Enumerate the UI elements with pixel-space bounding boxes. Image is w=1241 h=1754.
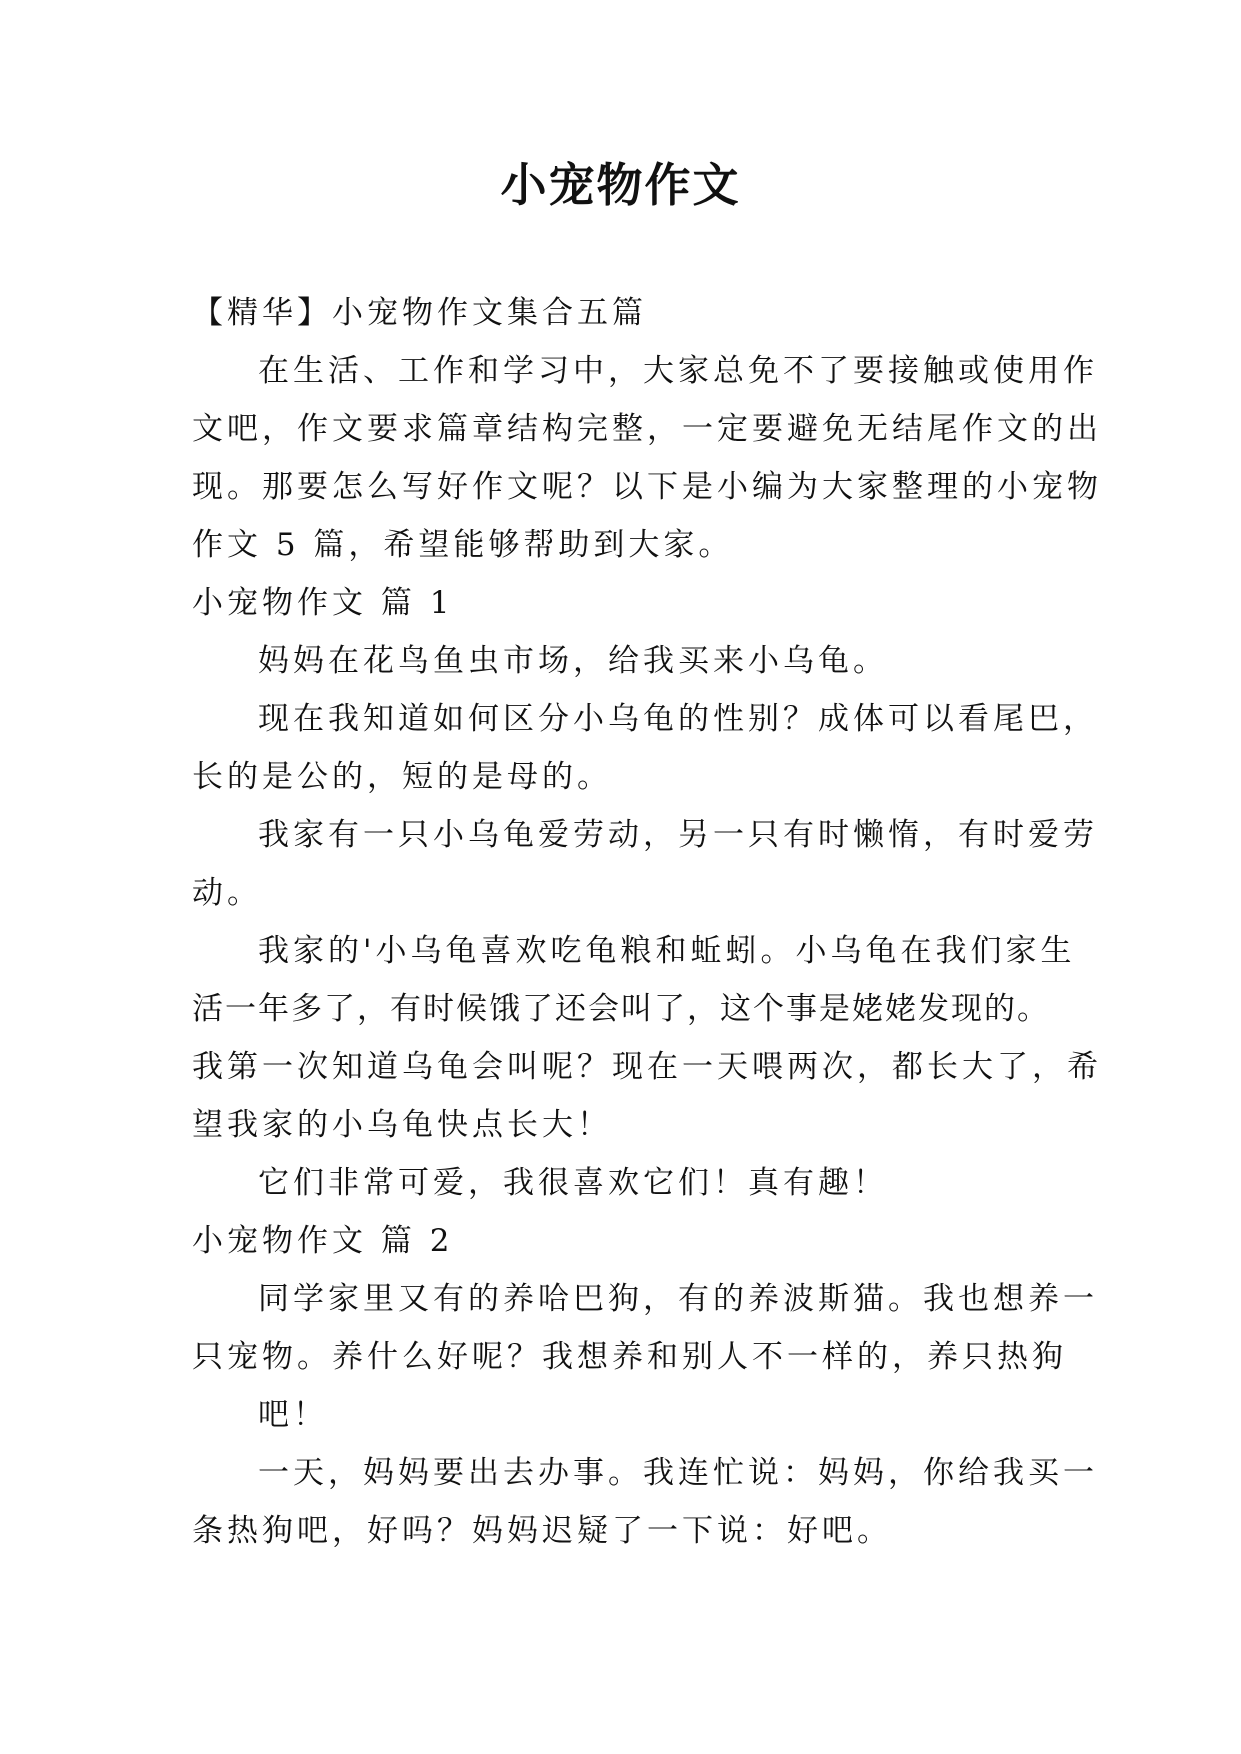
paragraph-line: 文吧，作文要求篇章结构完整，一定要避免无结尾作文的出 [192,411,1102,447]
paragraph-line: 一天，妈妈要出去办事。我连忙说：妈妈，你给我买一 [258,1455,1098,1491]
paragraph-line: 活一年多了，有时候饿了还会叫了，这个事是姥姥发现的。 [192,991,1050,1027]
paragraph-line: 现。那要怎么写好作文呢？以下是小编为大家整理的小宠物 [192,469,1102,505]
section-heading: 小宠物作文 篇 2 [192,1223,454,1259]
paragraph-line: 长的是公的，短的是母的。 [192,759,612,795]
paragraph-line: 望我家的小乌龟快点长大！ [192,1107,612,1143]
paragraph-line: 条热狗吧，好吗？妈妈迟疑了一下说：好吧。 [192,1513,892,1549]
paragraph-line: 现在我知道如何区分小乌龟的性别？成体可以看尾巴， [258,701,1098,737]
subtitle-line: 【精华】小宠物作文集合五篇 [192,295,647,331]
paragraph-line: 我第一次知道乌龟会叫呢？现在一天喂两次，都长大了，希 [192,1049,1102,1085]
document-body [192,284,1102,1560]
paragraph-line: 它们非常可爱，我很喜欢它们！真有趣！ [258,1165,888,1201]
paragraph-line: 妈妈在花鸟鱼虫市场，给我买来小乌龟。 [258,643,888,679]
paragraph-line: 吧！ [258,1397,328,1433]
paragraph-line: 我家的'小乌龟喜欢吃龟粮和蚯蚓。小乌龟在我们家生 [258,933,1076,969]
paragraph-line: 同学家里又有的养哈巴狗，有的养波斯猫。我也想养一 [258,1281,1098,1317]
paragraph-line: 作文 5 篇，希望能够帮助到大家。 [192,527,734,563]
paragraph-line: 动。 [192,875,262,911]
paragraph-line: 我家有一只小乌龟爱劳动，另一只有时懒惰，有时爱劳 [258,817,1098,853]
paragraph-line: 在生活、工作和学习中，大家总免不了要接触或使用作 [258,353,1098,389]
section-heading: 小宠物作文 篇 1 [192,585,454,621]
document-title: 小宠物作文 [500,158,741,212]
paragraph-line: 只宠物。养什么好呢？我想养和别人不一样的，养只热狗 [192,1339,1067,1375]
